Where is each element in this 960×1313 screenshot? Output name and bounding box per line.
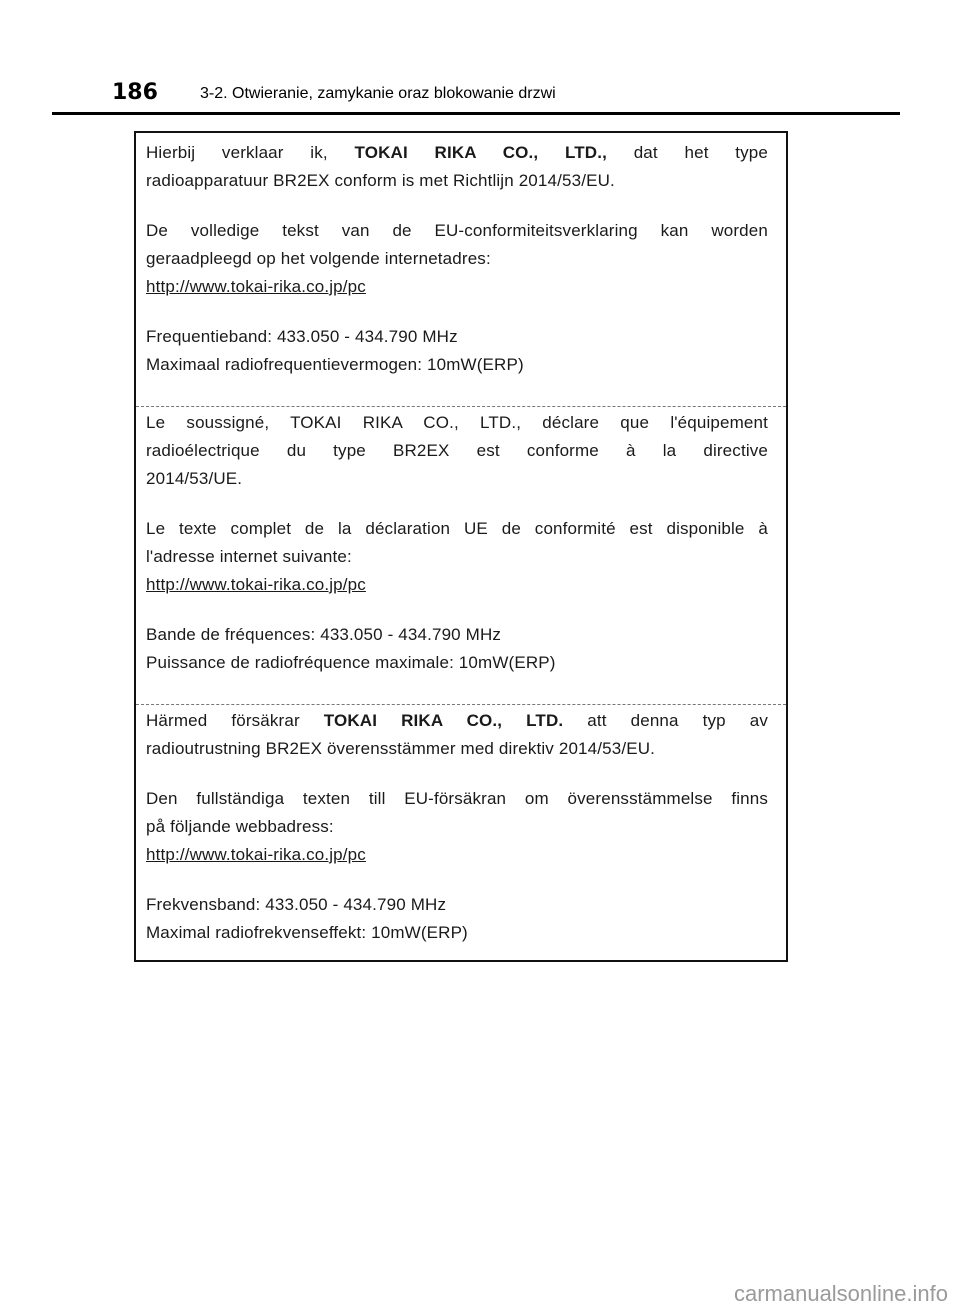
french-decl-line-3: 2014/53/UE.: [146, 469, 243, 488]
page-header: [0, 78, 960, 114]
dutch-power: Maximaal radiofrequentievermogen: 10mW(ERP): [146, 355, 524, 374]
french-url-link[interactable]: http://www.tokai-rika.co.jp/pc: [146, 575, 366, 594]
company-name: TOKAI RIKA CO., LTD.,: [354, 143, 607, 162]
company-name: TOKAI RIKA CO., LTD.: [323, 711, 564, 730]
swedish-declaration: [136, 707, 786, 947]
french-decl-line-2: radioélectrique du type BR2EX est conforme à la directive: [146, 441, 768, 460]
dutch-text-line-1: De volledige tekst van de EU-conformiteitsverklaring kan worden: [146, 221, 768, 240]
section-divider: [136, 406, 786, 407]
swedish-frequency: Frekvensband: 433.050 - 434.790 MHz: [146, 895, 447, 914]
dutch-decl-line-1: Hierbij verklaar ik, TOKAI RIKA CO., LTD., dat het type: [146, 143, 769, 162]
section-divider: [136, 704, 786, 705]
page-number: 186: [112, 80, 158, 105]
watermark: carmanualsonline.info: [733, 1281, 948, 1306]
swedish-text-line-1: Den fullständiga texten till EU-försäkran om överensstämmelse finns: [146, 789, 768, 808]
dutch-url-link[interactable]: http://www.tokai-rika.co.jp/pc: [146, 277, 366, 296]
french-power: Puissance de radiofréquence maximale: 10mW(ERP): [146, 653, 556, 672]
french-decl-line-1: Le soussigné, TOKAI RIKA CO., LTD., déclare que l'équipement: [146, 413, 768, 432]
french-declaration: [136, 409, 786, 677]
dutch-decl-line-2: radioapparatuur BR2EX conform is met Richtlijn 2014/53/EU.: [146, 171, 615, 190]
header-rule: [52, 112, 900, 115]
swedish-decl-line-2: radioutrustning BR2EX överensstämmer med direktiv 2014/53/EU.: [146, 739, 655, 758]
french-text-line-1: Le texte complet de la déclaration UE de conformité est disponible à: [146, 519, 768, 538]
declaration-box: [134, 131, 788, 962]
swedish-decl-line-1: Härmed försäkrar TOKAI RIKA CO., LTD. att denna typ av: [146, 711, 769, 730]
dutch-frequency: Frequentieband: 433.050 - 434.790 MHz: [146, 327, 458, 346]
section-title: 3-2. Otwieranie, zamykanie oraz blokowanie drzwi: [200, 85, 556, 102]
french-frequency: Bande de fréquences: 433.050 - 434.790 MHz: [146, 625, 502, 644]
french-text-line-2: l'adresse internet suivante:: [146, 547, 352, 566]
dutch-text-line-2: geraadpleegd op het volgende internetadres:: [146, 249, 491, 268]
swedish-power: Maximal radiofrekvenseffekt: 10mW(ERP): [146, 923, 468, 942]
swedish-url-link[interactable]: http://www.tokai-rika.co.jp/pc: [146, 845, 366, 864]
dutch-declaration: [136, 139, 786, 379]
swedish-text-line-2: på följande webbadress:: [146, 817, 334, 836]
